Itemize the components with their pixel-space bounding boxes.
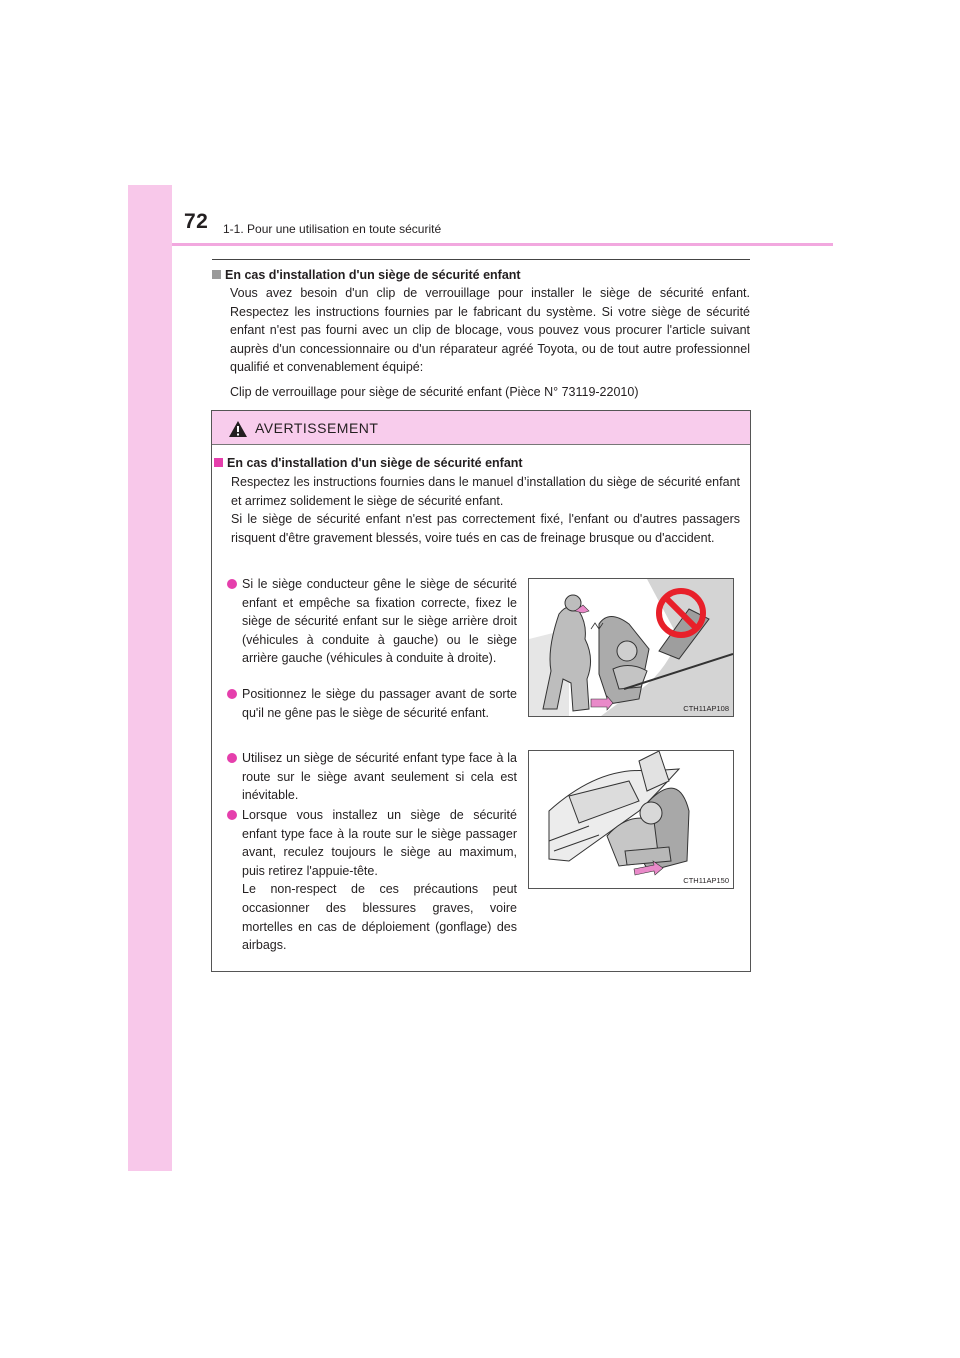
section-part-number: Clip de verrouillage pour siège de sécurité enfant (Pièce N° 73119-22010) (230, 384, 639, 399)
figure-driver-seat-interference (528, 578, 734, 717)
bullet-text: Positionnez le siège du passager avant de sorte qu'il ne gêne pas le siège de sécurité enfant. (242, 687, 517, 720)
bullet-dot-icon (227, 753, 237, 763)
bullet-item (227, 575, 517, 668)
warning-triangle-icon (228, 420, 248, 438)
bullet-dot-icon (227, 579, 237, 589)
bullet-dot-icon (227, 689, 237, 699)
bullet-item (227, 685, 517, 722)
warning-header (212, 411, 750, 445)
section-child-seat-clip (212, 268, 750, 401)
section-title (212, 268, 750, 282)
figure-code: CTH11AP108 (683, 704, 729, 713)
figure-forward-facing-seat (528, 750, 734, 889)
chapter-title: 1-1. Pour une utilisation en toute sécurité (223, 222, 442, 236)
warning-title-text: En cas d'installation d'un siège de sécurité enfant (227, 456, 523, 470)
pink-square-icon (214, 458, 223, 467)
section-title-text: En cas d'installation d'un siège de sécurité enfant (225, 268, 521, 282)
bullet-item (227, 749, 517, 805)
warning-label: AVERTISSEMENT (255, 420, 379, 436)
bullet-text: Si le siège conducteur gêne le siège de sécurité enfant et empêche sa fixation correcte, fixez le siège de sécurité enfant sur le siège arrière droit (véhicules à conduite à gauche) ou le siège arrière gauche (véhicules à conduite à droite). (242, 577, 517, 666)
section-divider (212, 259, 750, 260)
warning-body (212, 456, 750, 547)
bullet-item (227, 806, 517, 955)
illustration-forward-facing-seat (529, 751, 733, 888)
page-number: 72 (184, 210, 209, 233)
section-body: Vous avez besoin d'un clip de verrouillage pour installer le siège de sécurité enfant. Respectez les instructions fournies par le fabricant du système. Si votre siège de sécurité enfant n'est pas fourni avec un clip de blocage, vous pouvez vous procurer l'article suivant auprès d'un concessionnaire ou d'un réparateur agréé Toyota, ou de tout autre professionnel qualifié et convenablement équipé: (230, 286, 750, 374)
figure-code: CTH11AP150 (683, 876, 729, 885)
bullet-note: Le non-respect de ces précautions peut occasionner des blessures graves, voire mortelles en cas de déploiement (gonflage) des airbags. (242, 882, 517, 953)
bullet-dot-icon (227, 810, 237, 820)
warning-box (211, 410, 751, 972)
bullet-text: Lorsque vous installez un siège de sécurité enfant type face à la route sur le siège passager avant, reculez toujours le siège au maximum, puis retirez l'appuie-tête. (242, 808, 517, 878)
prohibition-icon (655, 587, 707, 639)
bullet-text: Utilisez un siège de sécurité enfant type face à la route sur le siège avant seulement si cela est inévitable. (242, 751, 517, 803)
warning-body-1: Respectez les instructions fournies dans le manuel d’installation du siège de sécurité enfant et arrimez solidement le siège de sécurité enfant. (231, 475, 740, 508)
header-rule (172, 243, 833, 246)
gray-square-icon (212, 270, 221, 279)
chapter-side-tab (128, 185, 172, 1171)
warning-body-2: Si le siège de sécurité enfant n'est pas correctement fixé, l'enfant ou d'autres passagers risquent d'être gravement blessés, voire tués en cas de freinage brusque ou d'accident. (231, 512, 740, 545)
warning-title (214, 456, 750, 470)
